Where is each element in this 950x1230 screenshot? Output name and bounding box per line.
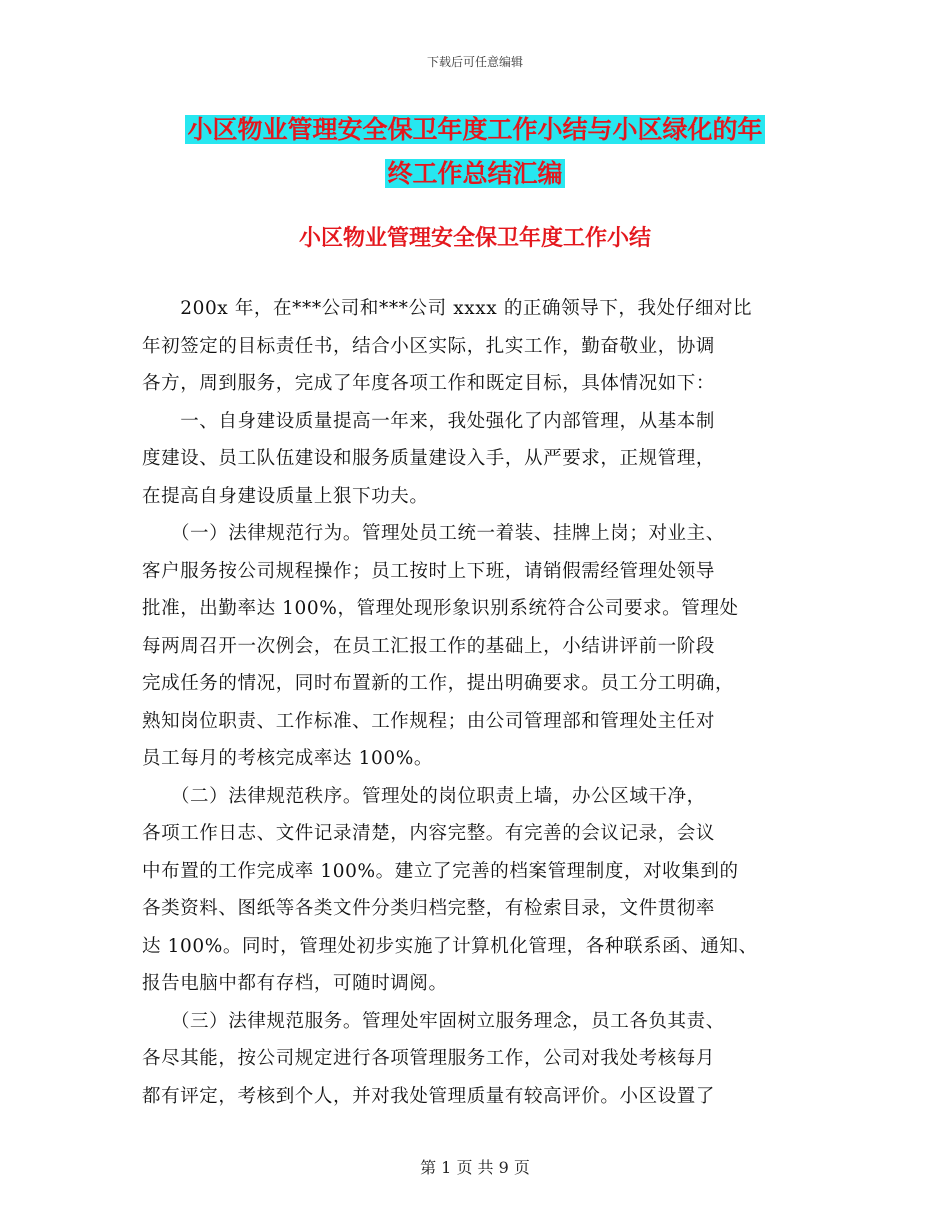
page-number-footer: 第 1 页 共 9 页	[420, 1158, 530, 1177]
body-line: 每两周召开一次例会，在员工汇报工作的基础上，小结讲评前一阶段	[142, 635, 716, 657]
body-line: 都有评定，考核到个人，并对我处管理质量有较高评价。小区设置了	[142, 1085, 716, 1107]
body-line: 熟知岗位职责、工作标准、工作规程；由公司管理部和管理处主任对	[142, 710, 716, 732]
body-line: 员工每月的考核完成率达 100%。	[142, 748, 433, 769]
body-line: （一）法律规范行为。管理处员工统一着装、挂牌上岗；对业主、	[142, 523, 725, 544]
body-line: 各类资料、图纸等各类文件分类归档完整，有检索目录，文件贯彻率	[142, 898, 716, 919]
body-line: 批准，出勤率达 100%，管理处现形象识别系统符合公司要求。管理处	[142, 598, 739, 619]
body-line: 达 100%。同时，管理处初步实施了计算机化管理，各种联系函、通知、	[142, 935, 758, 957]
body-line: 在提高自身建设质量上狠下功夫。	[142, 485, 429, 507]
body-line: 一、自身建设质量提高一年来，我处强化了内部管理，从基本制	[142, 410, 716, 432]
body-line: 完成任务的情况，同时布置新的工作，提出明确要求。员工分工明确，	[142, 673, 735, 694]
body-line: 200x 年，在***公司和***公司 xxxx 的正确领导下，我处仔细对比	[142, 298, 753, 319]
body-line: （二）法律规范秩序。管理处的岗位职责上墙，办公区域干净，	[142, 785, 706, 807]
title-highlight-2: 终工作总结汇编	[387, 159, 563, 188]
document-title-line-2	[0, 146, 950, 202]
body-line: 度建设、员工队伍建设和服务质量建设入手，从严要求，正规管理，	[142, 448, 716, 469]
body-line: 各方，周到服务，完成了年度各项工作和既定目标，具体情况如下：	[142, 373, 716, 394]
body-line: 中布置的工作完成率 100%。建立了完善的档案管理制度，对收集到的	[142, 860, 739, 882]
body-line: 客户服务按公司规程操作；员工按时上下班，请销假需经管理处领导	[142, 560, 716, 582]
title-highlight-1: 小区物业管理安全保卫年度工作小结与小区绿化的年	[187, 115, 763, 144]
body-line: 各项工作日志、文件记录清楚，内容完整。有完善的会议记录，会议	[142, 823, 716, 844]
body-line: 各尽其能，按公司规定进行各项管理服务工作，公司对我处考核每月	[142, 1048, 716, 1069]
page-header-note: 下载后可任意编辑	[426, 55, 523, 69]
section-title: 小区物业管理安全保卫年度工作小结	[298, 226, 651, 251]
body-line: 报告电脑中都有存档，可随时调阅。	[142, 973, 448, 994]
body-line: 年初签定的目标责任书，结合小区实际，扎实工作，勤奋敬业，协调	[142, 335, 716, 357]
document-body	[142, 290, 812, 1115]
body-line: （三）法律规范服务。管理处牢固树立服务理念，员工各负其责、	[142, 1010, 725, 1032]
